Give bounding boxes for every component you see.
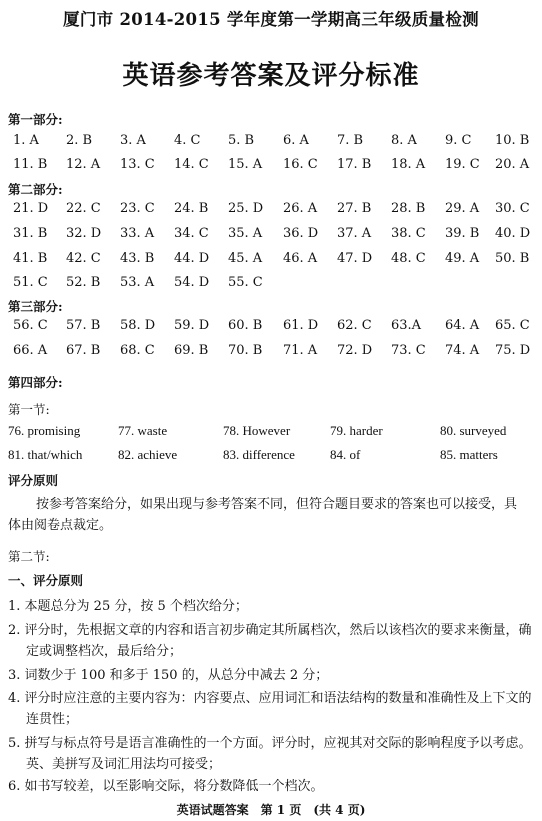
fill-in-answer: 81. that/which xyxy=(8,447,83,462)
answer-cell: 30. C xyxy=(495,201,530,216)
answer-cell: 37. A xyxy=(337,226,372,241)
part2-label: 第二部分: xyxy=(8,182,63,197)
answer-cell: 56. C xyxy=(13,318,48,333)
part2-row xyxy=(0,201,542,219)
part2-row xyxy=(0,226,542,244)
answer-cell: 34. C xyxy=(174,226,209,241)
scoring-rule: 3. 词数少于 100 和多于 150 的，从总分中减去 2 分； xyxy=(8,668,329,683)
part1-row xyxy=(0,157,542,175)
answer-cell: 36. D xyxy=(283,226,319,241)
answer-cell: 12. A xyxy=(66,157,101,172)
document-title: 英语参考答案及评分标准 xyxy=(122,61,420,91)
part3-row xyxy=(0,343,542,361)
section2-principle-heading: 一、评分原则 xyxy=(8,573,84,588)
part3-label: 第三部分: xyxy=(8,299,63,314)
section1-principle-text: 体由阅卷点裁定。 xyxy=(8,518,113,533)
answer-cell: 70. B xyxy=(228,343,263,358)
answer-cell: 1. A xyxy=(13,133,39,148)
answer-cell: 49. A xyxy=(445,251,480,266)
answer-cell: 51. C xyxy=(13,275,48,290)
answer-cell: 52. B xyxy=(66,275,101,290)
answer-cell: 55. C xyxy=(228,275,263,290)
section1-principle-heading: 评分原则 xyxy=(8,473,59,488)
fill-in-answer: 79. harder xyxy=(330,423,383,438)
scoring-rule: 2. 评分时，先根据文章的内容和语言初步确定其所属档次，然后以该档次的要求来衡量，确 xyxy=(8,623,532,638)
fill-in-answer: 78. However xyxy=(223,423,291,438)
part3-row xyxy=(0,318,542,336)
answer-cell: 11. B xyxy=(13,157,48,172)
section1-principle-text: 按参考答案给分，如果出现与参考答案不同，但符合题目要求的答案也可以接受，具 xyxy=(36,497,518,512)
answer-cell: 61. D xyxy=(283,318,319,333)
answer-cell: 10. B xyxy=(495,133,530,148)
fill-in-answer: 83. difference xyxy=(223,447,295,462)
answer-cell: 31. B xyxy=(13,226,48,241)
answer-cell: 69. B xyxy=(174,343,209,358)
answer-cell: 46. A xyxy=(283,251,318,266)
answer-cell: 40. D xyxy=(495,226,531,241)
scoring-rule: 4. 评分时应注意的主要内容为：内容要点、应用词汇和语法结构的数量和准确性及上下文的 xyxy=(8,691,532,706)
answer-cell: 3. A xyxy=(120,133,146,148)
answer-cell: 21. D xyxy=(13,201,49,216)
answer-cell: 8. A xyxy=(391,133,417,148)
fill-in-row xyxy=(0,447,542,465)
part1-row xyxy=(0,133,542,151)
answer-cell: 25. D xyxy=(228,201,264,216)
answer-cell: 5. B xyxy=(228,133,255,148)
part2-row xyxy=(0,275,542,293)
answer-cell: 68. C xyxy=(120,343,155,358)
answer-cell: 53. A xyxy=(120,275,155,290)
fill-in-answer: 85. matters xyxy=(440,447,498,462)
answer-cell: 72. D xyxy=(337,343,373,358)
scoring-rule: 定或调整档次，最后给分； xyxy=(26,644,183,659)
answer-cell: 24. B xyxy=(174,201,209,216)
answer-cell: 65. C xyxy=(495,318,530,333)
answer-cell: 54. D xyxy=(174,275,210,290)
part2-row xyxy=(0,251,542,269)
answer-cell: 29. A xyxy=(445,201,480,216)
answer-cell: 64. A xyxy=(445,318,480,333)
scoring-rule: 6. 如书写较差，以至影响交际，将分数降低一个档次。 xyxy=(8,779,324,794)
answer-cell: 57. B xyxy=(66,318,101,333)
scoring-rule: 英、美拼写及词汇用法均可接受； xyxy=(26,757,222,772)
fill-in-answer: 84. of xyxy=(330,447,361,462)
answer-cell: 32. D xyxy=(66,226,102,241)
answer-cell: 35. A xyxy=(228,226,263,241)
answer-cell: 47. D xyxy=(337,251,373,266)
scoring-rule: 5. 拼写与标点符号是语言准确性的一个方面。评分时，应视其对交际的影响程度予以考虑。 xyxy=(8,736,532,751)
answer-cell: 19. C xyxy=(445,157,480,172)
answer-cell: 59. D xyxy=(174,318,210,333)
answer-cell: 14. C xyxy=(174,157,209,172)
answer-cell: 39. B xyxy=(445,226,480,241)
answer-cell: 75. D xyxy=(495,343,531,358)
answer-cell: 60. B xyxy=(228,318,263,333)
answer-cell: 7. B xyxy=(337,133,364,148)
answer-cell: 6. A xyxy=(283,133,309,148)
answer-cell: 9. C xyxy=(445,133,472,148)
answer-cell: 16. C xyxy=(283,157,318,172)
answer-cell: 66. A xyxy=(13,343,48,358)
answer-cell: 17. B xyxy=(337,157,372,172)
answer-cell: 38. C xyxy=(391,226,426,241)
part1-label: 第一部分: xyxy=(8,112,63,127)
answer-cell: 42. C xyxy=(66,251,101,266)
scoring-rule: 1. 本题总分为 25 分，按 5 个档次给分； xyxy=(8,599,248,614)
part4-section1-label: 第一节: xyxy=(8,402,50,417)
answer-cell: 43. B xyxy=(120,251,155,266)
answer-cell: 23. C xyxy=(120,201,155,216)
fill-in-answer: 80. surveyed xyxy=(440,423,507,438)
fill-in-row xyxy=(0,423,542,441)
exam-title: 厦门市 2014-2015 学年度第一学期高三年级质量检测 xyxy=(63,10,479,29)
answer-cell: 71. A xyxy=(283,343,318,358)
answer-cell: 13. C xyxy=(120,157,155,172)
answer-cell: 74. A xyxy=(445,343,480,358)
scoring-rule: 连贯性； xyxy=(26,712,79,727)
part4-label: 第四部分: xyxy=(8,375,63,390)
answer-cell: 20. A xyxy=(495,157,530,172)
answer-cell: 26. A xyxy=(283,201,318,216)
answer-cell: 2. B xyxy=(66,133,93,148)
answer-cell: 50. B xyxy=(495,251,530,266)
fill-in-answer: 76. promising xyxy=(8,423,81,438)
answer-cell: 27. B xyxy=(337,201,372,216)
answer-cell: 44. D xyxy=(174,251,210,266)
part4-section2-label: 第二节: xyxy=(8,549,50,564)
answer-cell: 18. A xyxy=(391,157,426,172)
fill-in-answer: 77. waste xyxy=(118,423,168,438)
fill-in-answer: 82. achieve xyxy=(118,447,178,462)
answer-cell: 58. D xyxy=(120,318,156,333)
answer-cell: 67. B xyxy=(66,343,101,358)
answer-cell: 73. C xyxy=(391,343,426,358)
answer-cell: 28. B xyxy=(391,201,426,216)
page-footer: 英语试题答案 第 1 页 (共 4 页) xyxy=(176,803,366,817)
answer-cell: 4. C xyxy=(174,133,201,148)
answer-cell: 41. B xyxy=(13,251,48,266)
answer-cell: 48. C xyxy=(391,251,426,266)
answer-cell: 45. A xyxy=(228,251,263,266)
answer-cell: 63.A xyxy=(391,318,422,333)
answer-cell: 22. C xyxy=(66,201,101,216)
answer-cell: 62. C xyxy=(337,318,372,333)
answer-cell: 15. A xyxy=(228,157,263,172)
answer-cell: 33. A xyxy=(120,226,155,241)
